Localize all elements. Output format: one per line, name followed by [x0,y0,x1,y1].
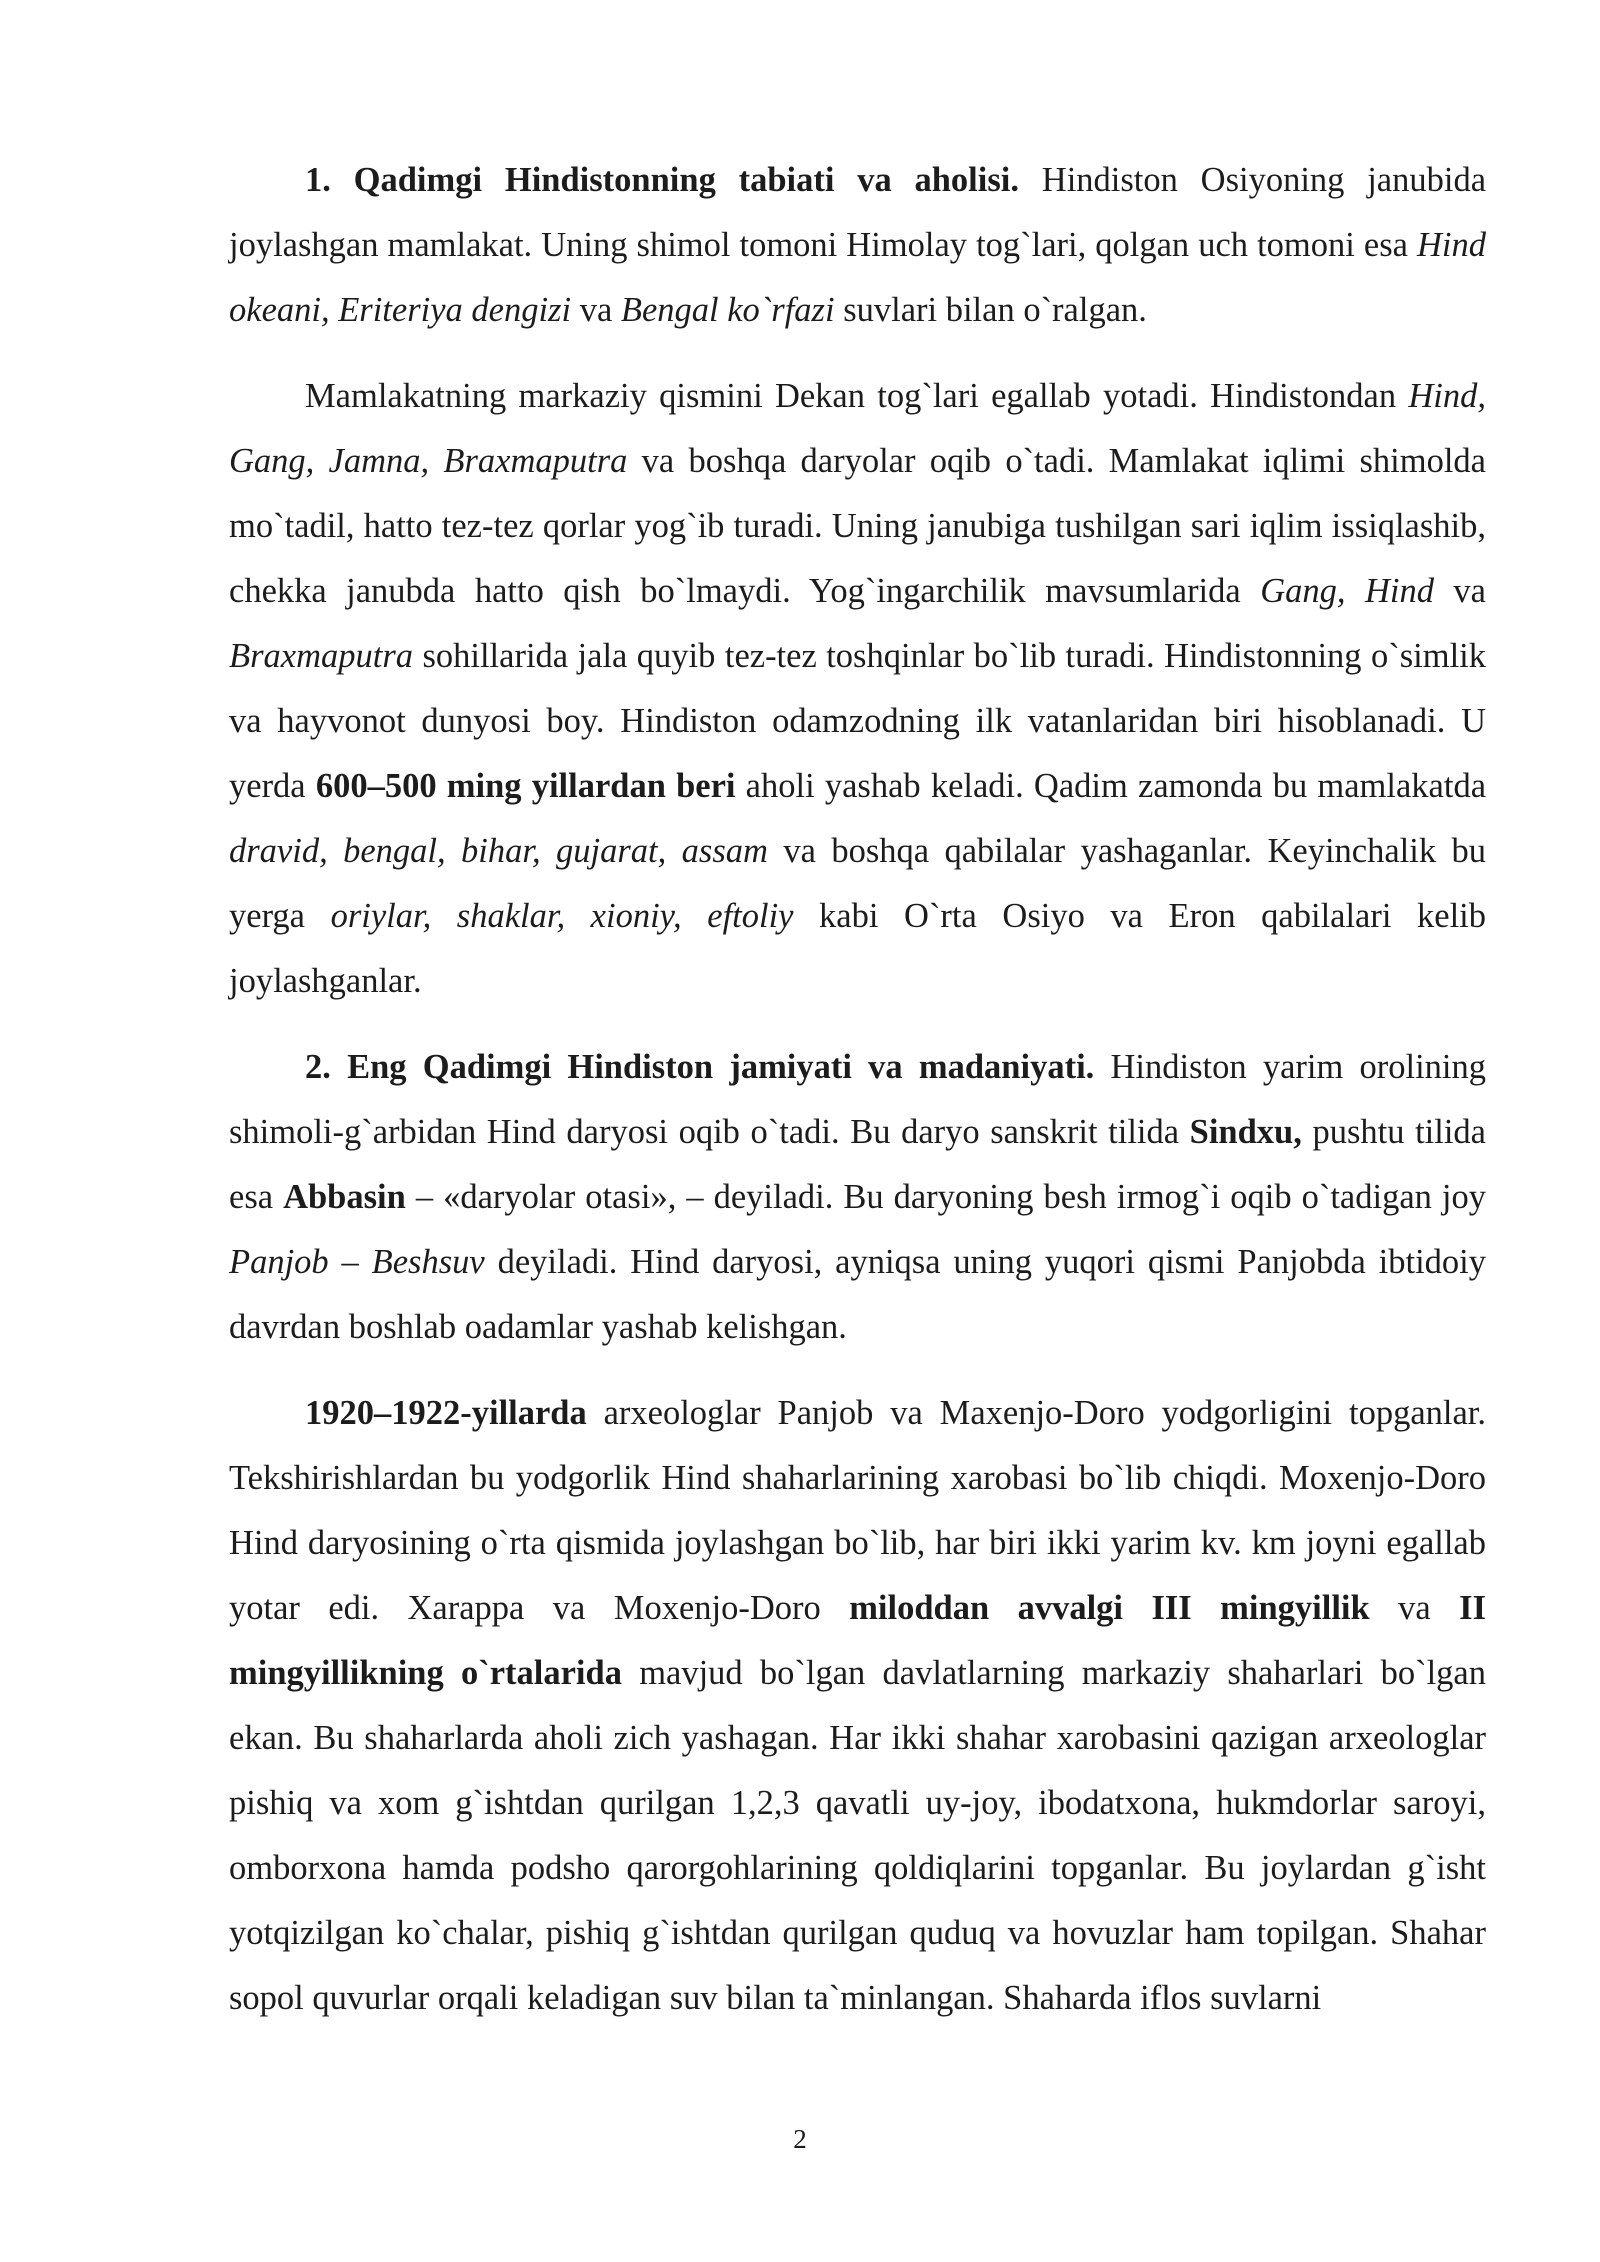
italic-text: Gang, Hind [1260,572,1434,610]
italic-text: Panjob – Beshsuv [229,1243,485,1281]
text-run: aholi yashab keladi. Qadim zamonda bu mamlakatda [735,767,1487,805]
bold-text: 600–500 ming yillardan beri [315,767,736,805]
bold-text: II mingyillikning o`rtalarida [229,1589,1486,1692]
text-run: va boshqa daryolar oqib o`tadi. Mamlakat iqlimi shimolda mo`tadil, hatto tez-tez qorlar yog`ib turadi. Uning janubiga tushilgan sari iqlim issiqlashib, chekka janubda hatto qish bo`lmaydi. Yog`ingarchilik mavsumlarida [229,442,1486,610]
page-number: 2 [793,2124,807,2154]
bold-text: 1. Qadimgi Hindistonning tabiati va aholisi. [305,161,1019,199]
text-run: suvlari bilan o`ralgan. [834,291,1147,329]
paragraph [229,148,1486,343]
text-run: mavjud bo`lgan davlatlarning markaziy shaharlari bo`lgan ekan. Bu shaharlarda aholi zich yashagan. Har ikki shahar xarobasini qazigan arxeologlar pishiq va xom g`ishtdan qurilgan 1,2,3 qavatli uy-joy, ibodatxona, hukmdorlar saroyi, omborxona hamda podsho qarorgohlarining qoldiqlarini topganlar. Bu joylardan g`isht yotqizilgan ko`chalar, pishiq g`ishtdan qurilgan quduq va hovuzlar ham topilgan. Shahar sopol quvurlar orqali keladigan suv bilan ta`minlangan. Shaharda iflos suvlarni [229,1654,1486,2017]
text-run: Hindiston yarim orolining shimoli-g`arbidan Hind daryosi oqib o`tadi. Bu daryo sanskrit tilida [229,1048,1486,1151]
italic-text: oriylar, shaklar, xioniy, eftoliy [330,897,794,935]
text-run: va [571,291,621,329]
italic-text: dravid, bengal, bihar, gujarat, assam [229,832,768,870]
bold-text: 2. Eng Qadimgi Hindiston jamiyati va madaniyati. [305,1048,1095,1086]
text-run: Mamlakatning markaziy qismini Dekan tog`lari egallab yotadi. Hindistondan [305,377,1409,415]
text-run: va [1369,1589,1460,1627]
text-run: va boshqa qabilalar yashaganlar. Keyinchalik bu yerga [229,832,1486,935]
bold-text: miloddan avvalgi III mingyillik [849,1589,1370,1627]
bold-text: Abbasin [283,1178,406,1216]
text-run: deyiladi. Hind daryosi, ayniqsa uning yuqori qismi Panjobda ibtidoiy davrdan boshlab oadamlar yashab kelishgan. [229,1243,1486,1346]
italic-text: Braxmaputra [229,637,413,675]
text-run: Hindiston Osiyoning janubida joylashgan mamlakat. Uning shimol tomoni Himolay tog`lari, qolgan uch tomoni esa [229,161,1487,264]
paragraph [229,364,1486,1014]
italic-text: Bengal ko`rfazi [620,291,835,329]
paragraph [229,1035,1486,1360]
text-run: kabi O`rta Osiyo va Eron qabilalari kelib joylashganlar. [229,897,1487,1000]
document-page [229,148,1486,2052]
text-run: va [1433,572,1486,610]
text-run: sohillarida jala quyib tez-tez toshqinlar bo`lib turadi. Hindistonning o`simlik va hayvonot dunyosi boy. Hindiston odamzodning ilk vatanlaridan biri hisoblanadi. U yerda [229,637,1486,805]
bold-text: Sindxu, [1189,1113,1302,1151]
italic-text: Hind okeani, Eriteriya dengizi [229,226,1486,329]
bold-text: 1920–1922-yillarda [305,1394,587,1432]
text-run: – «daryolar otasi», – deyiladi. Bu daryoning besh irmog`i oqib o`tadigan joy [405,1178,1486,1216]
italic-text: Hind, Gang, Jamna, Braxmaputra [229,377,1486,480]
paragraph [229,1381,1486,2031]
text-run: pushtu tilida esa [229,1113,1486,1216]
text-run: arxeologlar Panjob va Maxenjo-Doro yodgorligini topganlar. Tekshirishlardan bu yodgorlik Hind shaharlarining xarobasi bo`lib chiqdi. Moxenjo-Doro Hind daryosining o`rta qismida joylashgan bo`lib, har biri ikki yarim kv. km joyni egallab yotar edi. Xarappa va Moxenjo-Doro [229,1394,1486,1627]
